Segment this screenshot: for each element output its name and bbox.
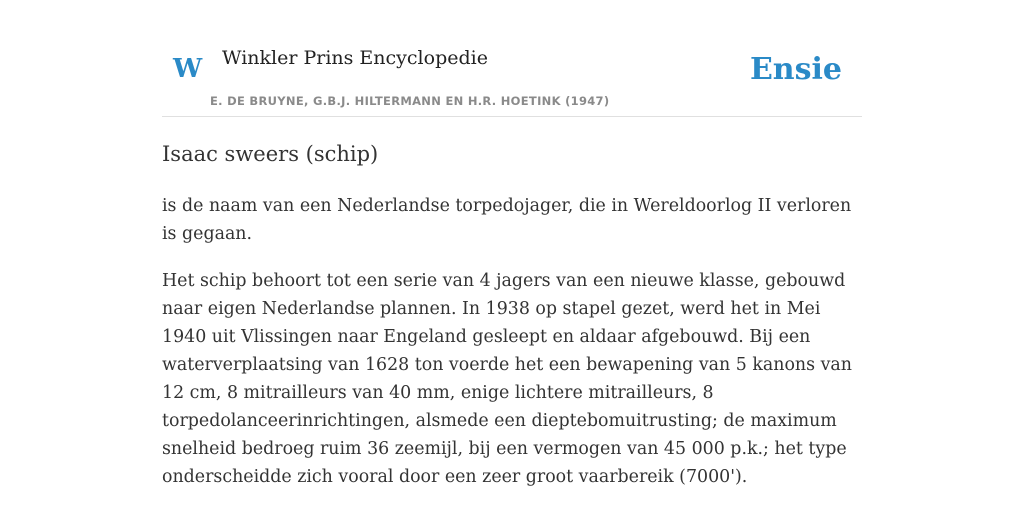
encyclopedia-header [162,0,862,117]
winkler-prins-logo-icon[interactable]: W [173,54,203,84]
encyclopedia-authors: E. DE BRUYNE, G.B.J. HILTERMANN EN H.R. HOETINK (1947) [210,94,610,108]
entry-paragraph: is de naam van een Nederlandse torpedojager, die in Wereldoorlog II verloren is gegaan. [162,196,852,244]
ensie-brand-logo[interactable]: Ensie [749,52,842,87]
entry-paragraph: Het schip behoort tot een serie van 4 jagers van een nieuwe klasse, gebouwd naar eigen Nederlandse plannen. In 1938 op stapel gezet, werd het in Mei 1940 uit Vlissingen naar Engeland gesleept en aldaar afgebouwd. Bij een waterverplaatsing van 1628 ton voerde het een bewapening van 5 kanons van 12 cm, 8 mitrailleurs van 40 mm, enige lichtere mitrailleurs, 8 torpedolanceerinrichtingen, alsmede een dieptebomuitrusting; de maximum snelheid bedroeg ruim 36 zeemijl, bij een vermogen van 45 000 p.k.; het type onderscheidde zich vooral door een zeer groot vaarbereik (7000'). [162,271,852,487]
entry-body [162,192,862,510]
entry-title: Isaac sweers (schip) [162,142,379,166]
page-container [162,0,862,487]
encyclopedia-title[interactable]: Winkler Prins Encyclopedie [222,47,488,69]
